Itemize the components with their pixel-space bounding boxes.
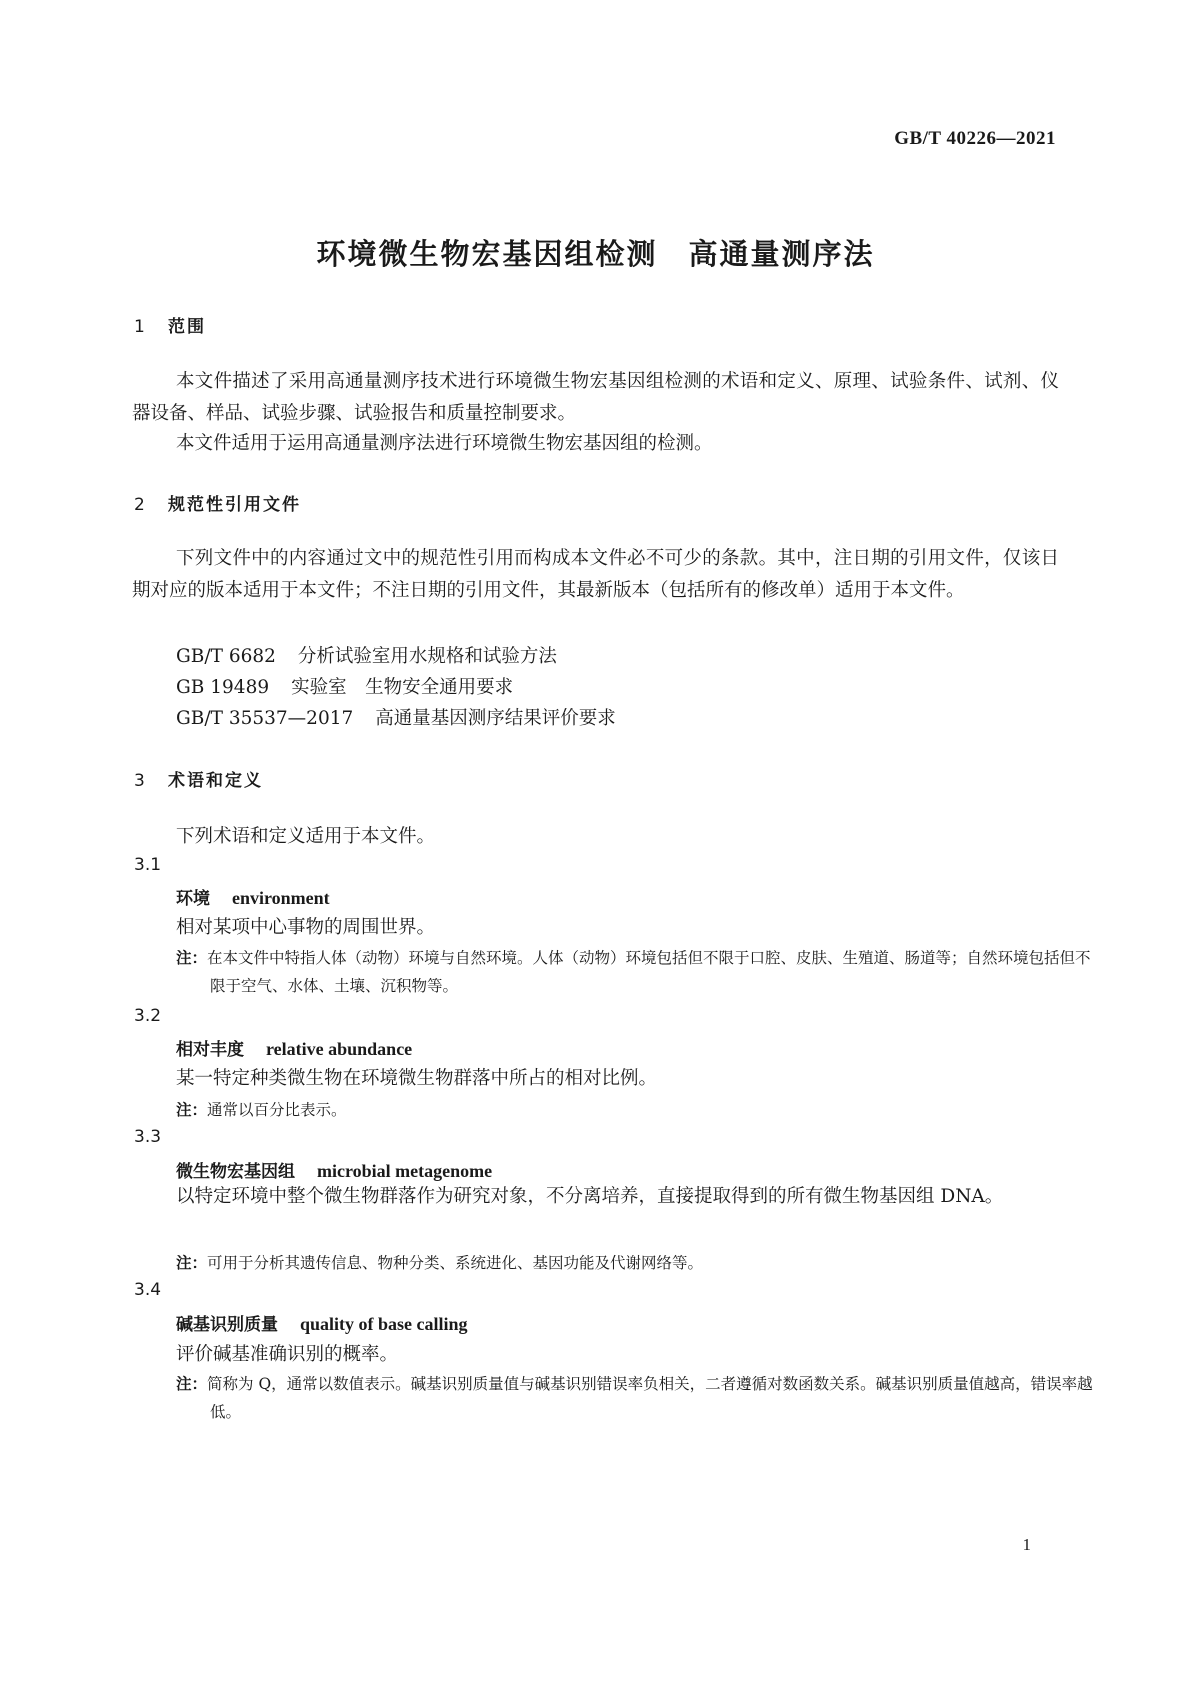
clause-number: 3.1: [134, 855, 162, 875]
note-label: 注：: [176, 1375, 208, 1393]
section-1-paragraph-1: 本文件描述了采用高通量测序技术进行环境微生物宏基因组检测的术语和定义、原理、试验条件、试剂、仪器设备、样品、试验步骤、试验报告和质量控制要求。: [132, 371, 1059, 424]
term-heading: [176, 1035, 412, 1060]
term-note: [176, 1370, 1093, 1426]
page-number: 1: [1022, 1535, 1031, 1554]
term-heading: [176, 1310, 468, 1335]
standard-number: GB/T 40226—2021: [894, 128, 1056, 149]
note-label: 注：: [176, 949, 208, 967]
clause-number: 3.4: [134, 1280, 162, 1300]
section-title: 规范性引用文件: [168, 495, 301, 515]
section-title: 术语和定义: [168, 771, 263, 791]
normative-reference: [176, 673, 513, 699]
term-zh: 环境: [176, 889, 210, 909]
reference-code: GB/T 35537—2017: [176, 708, 354, 729]
reference-code: GB 19489: [176, 677, 270, 698]
term-en: relative abundance: [266, 1039, 413, 1059]
term-zh: 碱基识别质量: [176, 1315, 278, 1335]
section-3-intro: 下列术语和定义适用于本文件。: [176, 826, 436, 847]
reference-title: 实验室 生物安全通用要求: [291, 677, 514, 698]
clause-number: 3.3: [134, 1127, 162, 1147]
note-label: 注：: [176, 1254, 208, 1272]
section-1-heading: [134, 312, 206, 337]
section-title: 范围: [168, 317, 206, 337]
term-heading: [176, 884, 330, 909]
normative-reference: [176, 704, 616, 730]
term-en: quality of base calling: [300, 1314, 468, 1334]
reference-title: 高通量基因测序结果评价要求: [375, 708, 616, 729]
term-zh: 相对丰度: [176, 1040, 244, 1060]
term-en: environment: [232, 888, 330, 908]
term-definition: 以特定环境中整个微生物群落作为研究对象，不分离培养，直接提取得到的所有微生物基因组 DNA。: [176, 1186, 1004, 1207]
note-text: 通常以百分比表示。: [207, 1101, 347, 1119]
term-definition: 评价碱基准确识别的概率。: [176, 1344, 399, 1365]
section-3-heading: [134, 766, 263, 791]
term-note: [176, 1249, 1093, 1277]
normative-reference: [176, 642, 557, 668]
term-zh: 微生物宏基因组: [176, 1162, 295, 1182]
section-number: 2: [134, 495, 147, 515]
note-text: 可用于分析其遗传信息、物种分类、系统进化、基因功能及代谢网络等。: [207, 1254, 704, 1272]
note-text: 简称为 Q，通常以数值表示。碱基识别质量值与碱基识别错误率负相关，二者遵循对数函数关系。碱基识别质量值越高，错误率越低。: [207, 1375, 1093, 1421]
section-1-paragraph-2: 本文件适用于运用高通量测序法进行环境微生物宏基因组的检测。: [176, 433, 713, 454]
term-en: microbial metagenome: [317, 1161, 493, 1181]
term-definition: 某一特定种类微生物在环境微生物群落中所占的相对比例。: [176, 1068, 658, 1089]
document-title: 环境微生物宏基因组检测 高通量测序法: [316, 237, 875, 271]
section-number: 1: [134, 317, 147, 337]
clause-number: 3.2: [134, 1006, 162, 1026]
term-heading: [176, 1157, 492, 1182]
term-note: [176, 1096, 1093, 1124]
term-note: [176, 944, 1093, 1000]
reference-title: 分析试验室用水规格和试验方法: [297, 646, 557, 667]
term-definition: 相对某项中心事物的周围世界。: [176, 917, 436, 938]
reference-code: GB/T 6682: [176, 646, 276, 667]
note-text: 在本文件中特指人体（动物）环境与自然环境。人体（动物）环境包括但不限于口腔、皮肤、生殖道、肠道等；自然环境包括但不限于空气、水体、土壤、沉积物等。: [207, 949, 1091, 995]
section-2-paragraph-1: 下列文件中的内容通过文中的规范性引用而构成本文件必不可少的条款。其中，注日期的引用文件，仅该日期对应的版本适用于本文件；不注日期的引用文件，其最新版本（包括所有的修改单）适用于本文件。: [132, 548, 1059, 601]
section-number: 3: [134, 771, 147, 791]
section-2-heading: [134, 490, 301, 515]
note-label: 注：: [176, 1101, 208, 1119]
